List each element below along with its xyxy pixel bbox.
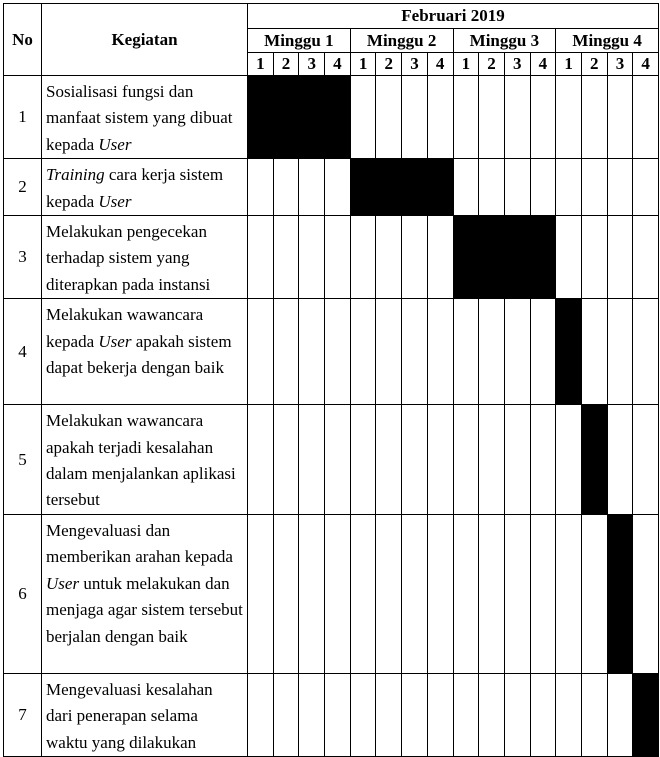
schedule-cell-empty (530, 299, 556, 405)
schedule-cell-filled (376, 159, 402, 216)
header-week-number: 2 (273, 53, 299, 76)
schedule-cell-empty (453, 405, 479, 515)
header-week-number: 3 (607, 53, 633, 76)
header-week-number: 2 (581, 53, 607, 76)
activity-text: Mengevaluasi dan memberikan arahan kepada (46, 520, 233, 567)
schedule-cell-filled (325, 76, 351, 159)
header-week-number: 3 (402, 53, 428, 76)
schedule-cell-empty (479, 159, 505, 216)
schedule-cell-empty (581, 76, 607, 159)
schedule-cell-empty (427, 76, 453, 159)
schedule-cell-filled (402, 159, 428, 216)
activity-text: untuk melakukan dan menjaga agar sistem tersebut berjalan dengan baik (46, 573, 243, 646)
schedule-cell-empty (402, 405, 428, 515)
schedule-cell-empty (453, 514, 479, 673)
schedule-cell-empty (248, 159, 274, 216)
schedule-cell-empty (633, 299, 659, 405)
schedule-cell-empty (556, 514, 582, 673)
schedule-cell-empty (376, 216, 402, 299)
schedule-cell-filled (350, 159, 376, 216)
schedule-cell-empty (556, 216, 582, 299)
header-week-number: 1 (453, 53, 479, 76)
schedule-cell-filled (530, 216, 556, 299)
activity-text: Sosialisasi fungsi dan manfaat sistem yang dibuat kepada (46, 82, 233, 154)
activity-cell (42, 673, 248, 756)
header-week-number: 4 (530, 53, 556, 76)
schedule-cell-empty (479, 673, 505, 756)
schedule-cell-empty (607, 673, 633, 756)
schedule-cell-empty (607, 76, 633, 159)
schedule-cell-empty (581, 673, 607, 756)
schedule-cell-empty (530, 673, 556, 756)
schedule-cell-empty (633, 216, 659, 299)
header-week-number: 3 (299, 53, 325, 76)
schedule-cell-empty (299, 159, 325, 216)
activity-text-italic: User (98, 191, 132, 211)
schedule-cell-empty (633, 159, 659, 216)
header-week: Minggu 3 (453, 29, 556, 53)
activity-text: Melakukan wawancara apakah terjadi kesalahan dalam menjalankan aplikasi tersebut (46, 411, 236, 510)
schedule-cell-filled (556, 299, 582, 405)
schedule-cell-empty (299, 514, 325, 673)
schedule-cell-empty (530, 159, 556, 216)
activity-cell (42, 159, 248, 216)
schedule-cell-filled (273, 76, 299, 159)
table-row (4, 514, 659, 673)
schedule-cell-empty (402, 76, 428, 159)
activity-text: Mengevaluasi kesalahan dari penerapan selama waktu yang dilakukan (46, 679, 213, 752)
schedule-cell-filled (504, 216, 530, 299)
header-week-number: 1 (248, 53, 274, 76)
schedule-cell-empty (504, 159, 530, 216)
header-week-number: 2 (376, 53, 402, 76)
schedule-cell-empty (299, 673, 325, 756)
activity-text: Melakukan pengecekan terhadap sistem yang diterapkan pada instansi (46, 222, 211, 294)
activity-cell (42, 216, 248, 299)
schedule-cell-filled (248, 76, 274, 159)
header-week: Minggu 4 (556, 29, 659, 53)
schedule-cell-empty (633, 514, 659, 673)
activity-text: Melakukan wawancara kepada (46, 305, 204, 351)
schedule-cell-empty (273, 514, 299, 673)
schedule-cell-empty (556, 405, 582, 515)
schedule-cell-empty (350, 216, 376, 299)
schedule-cell-empty (376, 405, 402, 515)
schedule-cell-empty (427, 673, 453, 756)
row-number: 1 (4, 76, 42, 159)
schedule-cell-empty (504, 76, 530, 159)
table-row (4, 673, 659, 756)
schedule-cell-empty (325, 216, 351, 299)
activity-text-italic: User (98, 331, 132, 351)
schedule-cell-empty (453, 299, 479, 405)
schedule-cell-filled (479, 216, 505, 299)
schedule-cell-filled (581, 405, 607, 515)
schedule-cell-empty (607, 159, 633, 216)
table-row (4, 76, 659, 159)
schedule-cell-empty (633, 76, 659, 159)
schedule-cell-empty (325, 514, 351, 673)
schedule-cell-empty (350, 514, 376, 673)
schedule-cell-empty (581, 299, 607, 405)
schedule-cell-empty (479, 514, 505, 673)
schedule-cell-empty (273, 216, 299, 299)
activity-text-italic: User (46, 573, 80, 593)
activity-cell (42, 76, 248, 159)
schedule-cell-filled (453, 216, 479, 299)
schedule-cell-empty (504, 673, 530, 756)
table-row (4, 216, 659, 299)
schedule-cell-empty (402, 673, 428, 756)
schedule-cell-empty (530, 405, 556, 515)
schedule-cell-empty (248, 673, 274, 756)
schedule-cell-empty (453, 673, 479, 756)
schedule-cell-empty (479, 405, 505, 515)
schedule-cell-empty (248, 405, 274, 515)
activity-cell (42, 405, 248, 515)
schedule-cell-empty (325, 405, 351, 515)
schedule-cell-empty (402, 514, 428, 673)
header-week-number: 4 (633, 53, 659, 76)
row-number: 4 (4, 299, 42, 405)
schedule-cell-empty (299, 299, 325, 405)
activity-cell (42, 299, 248, 405)
activity-text: apakah sistem dapat bekerja dengan baik (46, 331, 232, 378)
schedule-cell-empty (453, 159, 479, 216)
schedule-cell-filled (607, 514, 633, 673)
activity-cell (42, 514, 248, 673)
schedule-cell-empty (376, 673, 402, 756)
schedule-cell-empty (530, 514, 556, 673)
schedule-cell-empty (402, 299, 428, 405)
schedule-cell-empty (273, 299, 299, 405)
schedule-cell-empty (607, 405, 633, 515)
header-week-number: 1 (556, 53, 582, 76)
table-row (4, 159, 659, 216)
schedule-cell-filled (633, 673, 659, 756)
schedule-cell-empty (427, 216, 453, 299)
schedule-cell-empty (556, 673, 582, 756)
header-month: Februari 2019 (248, 4, 659, 29)
schedule-cell-empty (530, 76, 556, 159)
row-number: 7 (4, 673, 42, 756)
schedule-cell-empty (581, 216, 607, 299)
schedule-cell-empty (504, 299, 530, 405)
schedule-cell-empty (427, 514, 453, 673)
header-week: Minggu 1 (248, 29, 351, 53)
schedule-cell-empty (479, 299, 505, 405)
schedule-cell-filled (427, 159, 453, 216)
schedule-cell-empty (299, 405, 325, 515)
schedule-cell-empty (325, 673, 351, 756)
schedule-cell-empty (350, 673, 376, 756)
schedule-cell-empty (402, 216, 428, 299)
table-row (4, 405, 659, 515)
header-week: Minggu 2 (350, 29, 453, 53)
schedule-cell-empty (633, 405, 659, 515)
schedule-table (3, 3, 659, 757)
row-number: 3 (4, 216, 42, 299)
schedule-cell-empty (273, 159, 299, 216)
header-week-number: 2 (479, 53, 505, 76)
schedule-cell-empty (453, 76, 479, 159)
schedule-cell-empty (248, 299, 274, 405)
header-week-number: 1 (350, 53, 376, 76)
schedule-cell-empty (350, 299, 376, 405)
activity-text-italic: Training (46, 165, 105, 185)
schedule-cell-empty (581, 514, 607, 673)
header-week-number: 4 (427, 53, 453, 76)
row-number: 2 (4, 159, 42, 216)
header-no: No (4, 4, 42, 76)
schedule-cell-empty (350, 76, 376, 159)
schedule-cell-empty (248, 216, 274, 299)
row-number: 6 (4, 514, 42, 673)
table-body (4, 76, 659, 757)
schedule-cell-empty (427, 299, 453, 405)
header-week-number: 4 (325, 53, 351, 76)
schedule-cell-empty (376, 514, 402, 673)
schedule-cell-empty (376, 299, 402, 405)
header-week-number: 3 (504, 53, 530, 76)
schedule-cell-empty (556, 159, 582, 216)
schedule-cell-empty (376, 76, 402, 159)
schedule-cell-empty (273, 673, 299, 756)
activity-text: cara kerja sistem kepada (46, 165, 224, 211)
schedule-cell-empty (581, 159, 607, 216)
schedule-cell-empty (427, 405, 453, 515)
schedule-cell-empty (350, 405, 376, 515)
schedule-cell-filled (299, 76, 325, 159)
row-number: 5 (4, 405, 42, 515)
schedule-cell-empty (607, 216, 633, 299)
table-header (4, 4, 659, 76)
schedule-cell-empty (325, 159, 351, 216)
schedule-cell-empty (273, 405, 299, 515)
schedule-cell-empty (504, 405, 530, 515)
schedule-cell-empty (325, 299, 351, 405)
header-activity: Kegiatan (42, 4, 248, 76)
schedule-cell-empty (299, 216, 325, 299)
schedule-cell-empty (248, 514, 274, 673)
schedule-cell-empty (504, 514, 530, 673)
schedule-cell-empty (607, 299, 633, 405)
schedule-cell-empty (479, 76, 505, 159)
schedule-cell-empty (556, 76, 582, 159)
activity-text-italic: User (98, 134, 132, 154)
table-row (4, 299, 659, 405)
